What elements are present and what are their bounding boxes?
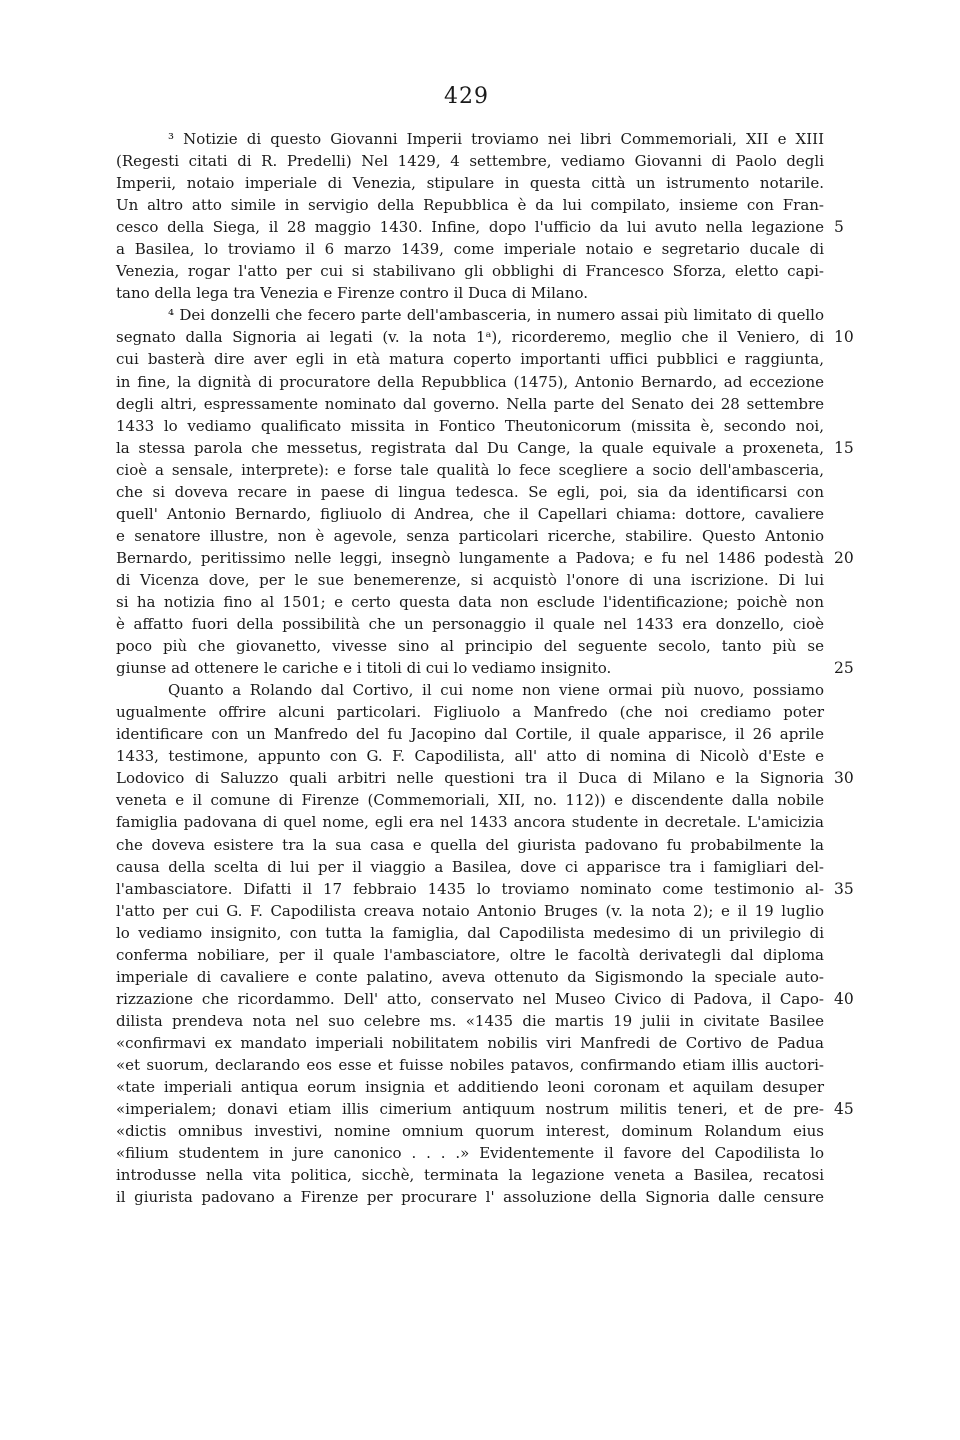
text-line: ugualmente offrire alcuni particolari. Figliuolo a Manfredo (che noi crediamo poter — [116, 703, 824, 722]
text-line: poco più che giovanetto, vivesse sino al principio del seguente secolo, tanto più se — [116, 637, 824, 656]
text-line: in fine, la dignità di procuratore della Repubblica (1475), Antonio Bernardo, ad eccezione — [116, 372, 824, 391]
text-line: il giurista padovano a Firenze per procurare l' assoluzione della Signoria dalle censure — [116, 1188, 824, 1207]
text-line: conferma nobiliare, per il quale l'ambasciatore, oltre le facoltà derivategli dal diploma — [116, 945, 824, 964]
text-line: ³ Notizie di questo Giovanni Imperii troviamo nei libri Commemoriali, XII e XIII — [168, 130, 824, 148]
margin-line-number: 30 — [834, 769, 854, 788]
text-line: giunse ad ottenere le cariche e i titoli di cui lo vediamo insignito. — [116, 659, 612, 678]
text-line: introdusse nella vita politica, sicchè, terminata la legazione veneta a Basilea, recatosi — [116, 1166, 824, 1185]
margin-line-number: 5 — [834, 218, 844, 237]
text-line: 1433, testimone, appunto con G. F. Capodilista, all' atto di nomina di Nicolò d'Este e — [116, 747, 824, 766]
margin-line-number: 40 — [834, 989, 854, 1008]
text-line: è affatto fuori della possibilità che un personaggio il quale nel 1433 era donzello, cioè — [116, 615, 824, 634]
margin-line-number: 35 — [834, 879, 854, 898]
text-body — [116, 128, 824, 1208]
text-line: identificare con un Manfredo del fu Jacopino dal Cortile, il quale apparisce, il 26 aprile — [116, 725, 824, 744]
text-line: l'ambasciatore. Difatti il 17 febbraio 1435 lo troviamo nominato come testimonio al- — [116, 879, 824, 898]
text-line: «imperialem; donavi etiam illis cimerium antiquum nostrum militis teneri, et de pre- — [116, 1100, 824, 1119]
text-line: la stessa parola che messetus, registrata dal Du Cange, la quale equivale a proxeneta, — [116, 438, 824, 457]
text-line: «confirmavi ex mandato imperiali nobilitatem nobilis viri Manfredi de Cortivo de Padua — [116, 1033, 824, 1052]
text-line: degli altri, espressamente nominato dal governo. Nella parte del Senato dei 28 settembre — [116, 394, 824, 413]
page-number: 429 — [444, 84, 489, 109]
text-line: segnato dalla Signoria ai legati (v. la nota 1ᵃ), ricorderemo, meglio che il Veniero, di — [116, 328, 824, 347]
text-line: Lodovico di Saluzzo quali arbitri nelle questioni tra il Duca di Milano e la Signoria — [116, 769, 824, 788]
margin-line-number: 10 — [834, 328, 854, 347]
text-line: ⁴ Dei donzelli che fecero parte dell'ambasceria, in numero assai più limitato di quello — [168, 306, 824, 325]
text-line: «et suorum, declarando eos esse et fuisse nobiles patavos, confirmando etiam illis auctori- — [116, 1055, 824, 1074]
text-line: «filium studentem in jure canonico . . . .» Evidentemente il favore del Capodilista lo — [116, 1144, 824, 1163]
text-line: quell' Antonio Bernardo, figliuolo di Andrea, che il Capellari chiama: dottore, cavaliere — [116, 504, 824, 523]
text-line: e senatore illustre, non è agevole, senza particolari ricerche, stabilire. Questo Antonio — [116, 526, 824, 545]
text-line: «dictis omnibus investivi, nomine omnium quorum interest, dominum Rolandum eius — [116, 1122, 824, 1141]
text-line: Quanto a Rolando dal Cortivo, il cui nome non viene ormai più nuovo, possiamo — [168, 681, 824, 700]
text-line: che doveva esistere tra la sua casa e quella del giurista padovano fu probabilmente la — [116, 835, 824, 854]
text-line: che si doveva recare in paese di lingua tedesca. Se egli, poi, sia da identificarsi con — [116, 482, 824, 501]
text-line: causa della scelta di lui per il viaggio a Basilea, dove ci apparisce tra i famigliari del- — [116, 857, 824, 876]
text-line: 1433 lo vediamo qualificato missita in Fontico Theutonicorum (missita è, secondo noi, — [116, 416, 824, 435]
text-line: tano della lega tra Venezia e Firenze contro il Duca di Milano. — [116, 284, 589, 303]
text-line: cui basterà dire aver egli in età matura coperto importanti uffici pubblici e raggiunta, — [116, 350, 824, 369]
margin-line-number: 20 — [834, 548, 854, 567]
text-line: Un altro atto simile in servigio della Repubblica è da lui compilato, insieme con Fran- — [116, 196, 824, 215]
text-line: imperiale di cavaliere e conte palatino, aveva ottenuto da Sigismondo la speciale auto- — [116, 967, 824, 986]
margin-line-number: 25 — [834, 659, 854, 678]
text-line: dilista prendeva nota nel suo celebre ms. «1435 die martis 19 julii in civitate Basilee — [116, 1011, 824, 1030]
text-line: si ha notizia fino al 1501; e certo questa data non esclude l'identificazione; poichè non — [116, 592, 824, 611]
text-line: a Basilea, lo troviamo il 6 marzo 1439, come imperiale notaio e segretario ducale di — [116, 240, 824, 259]
margin-line-number: 15 — [834, 438, 854, 457]
text-line: Venezia, rogar l'atto per cui si stabilivano gli obblighi di Francesco Sforza, eletto capi- — [116, 262, 824, 281]
text-line: l'atto per cui G. F. Capodilista creava notaio Antonio Bruges (v. la nota 2); e il 19 luglio — [116, 901, 824, 920]
text-line: «tate imperiali antiqua eorum insignia et additiendo leoni coronam et aquilam desuper — [116, 1078, 824, 1097]
text-line: Imperii, notaio imperiale di Venezia, stipulare in questa città un istrumento notarile. — [116, 174, 824, 193]
text-line: cesco della Siega, il 28 maggio 1430. Infine, dopo l'ufficio da lui avuto nella legazione — [116, 218, 824, 237]
text-line: (Regesti citati di R. Predelli) Nel 1429, 4 settembre, vediamo Giovanni di Paolo degli — [116, 152, 824, 171]
text-line: di Vicenza dove, per le sue benemerenze, si acquistò l'onore di una iscrizione. Di lui — [116, 570, 824, 589]
text-line: lo vediamo insignito, con tutta la famiglia, dal Capodilista medesimo di un privilegio di — [116, 923, 824, 942]
text-line: cioè a sensale, interprete): e forse tale qualità lo fece scegliere a socio dell'ambasceria, — [116, 460, 824, 479]
text-line: veneta e il comune di Firenze (Commemoriali, XII, no. 112)) e discendente dalla nobile — [116, 791, 824, 810]
text-line: famiglia padovana di quel nome, egli era nel 1433 ancora studente in decretale. L'amicizia — [116, 813, 824, 832]
text-line: rizzazione che ricordammo. Dell' atto, conservato nel Museo Civico di Padova, il Capo- — [116, 989, 824, 1008]
margin-line-number: 45 — [834, 1100, 854, 1119]
text-line: Bernardo, peritissimo nelle leggi, insegnò lungamente a Padova; e fu nel 1486 podestà — [116, 548, 824, 567]
